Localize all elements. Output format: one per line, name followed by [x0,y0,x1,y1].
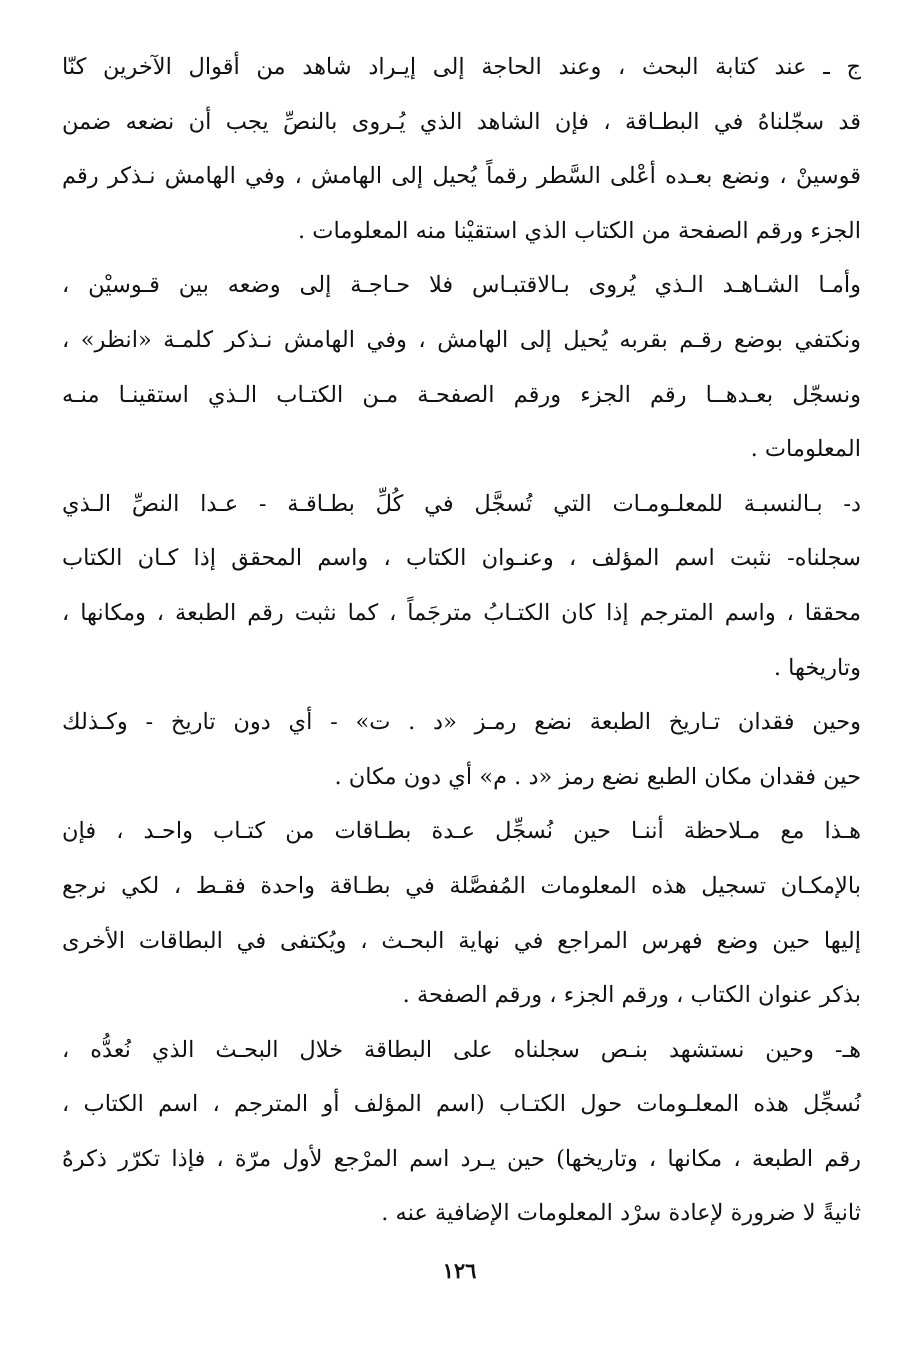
text-line: محققا ، واسم المترجم إذا كان الكتـابُ مترجَماً ، كما نثبت رقم الطبعة ، ومكانها ، [62,599,861,626]
text-line: نُسجِّل هذه المعلـومات حول الكتـاب (اسم المؤلف أو المترجم ، اسم الكتاب ، [62,1091,861,1118]
text-line: ج ـ عند كتابة البحث ، وعند الحاجة إلى إيـراد شاهد من أقوال الآخرين كنّا [62,54,861,80]
text-line: قوسينْ ، ونضع بعـده أعْلى السَّطر رقماً يُحيل إلى الهامش ، وفي الهامش نـذكر رقم [62,163,861,190]
text-line: حين فقدان مكان الطبع نضع رمز «د . م» أي دون مكان . [334,763,861,790]
text-line: بالإمكـان تسجيل هذه المعلومات المُفصَّلة في بطـاقة واحدة فقـط ، لكي نرجع [62,872,861,899]
paragraph [62,258,861,476]
text-body [62,40,861,1241]
text-line: ونكتفي بوضع رقـم بقربه يُحيل إلى الهامش ، وفي الهامش نـذكر كلمـة «انظر» ، [62,326,861,353]
text-line: هـ- وحين نستشهد بنـص سجلناه على البطاقة خلال البحـث الذي نُعدُّه ، [62,1036,861,1063]
paragraph [62,695,861,804]
text-line: المعلومات . [750,436,861,463]
paragraph [62,1023,861,1241]
text-line: قد سجّلناهُ في البطـاقة ، فإن الشاهد الذي يُـروى بالنصِّ يجب أن نضعه ضمن [62,108,861,135]
text-line: رقم الطبعة ، مكانها ، وتاريخها) حين يـرد اسم المرْجع لأول مرّة ، فإذا تكرّر ذكرهُ [62,1145,861,1172]
paragraph [62,804,861,1022]
text-line: وحين فقدان تـاريخ الطبعة نضع رمـز «د . ت» - أي دون تاريخ - وكـذلك [62,709,861,736]
text-line: وتاريخها . [773,654,861,681]
text-line: الجزء ورقم الصفحة من الكتاب الذي استقيْنا منه المعلومات . [297,217,861,244]
text-line: بذكر عنوان الكتاب ، ورقم الجزء ، ورقم الصفحة . [402,982,861,1009]
paragraph [62,477,861,695]
text-line: إليها حين وضع فهرس المراجع في نهاية البحـث ، ويُكتفى في البطاقات الأخرى [62,927,861,954]
text-line: ثانيةً لا ضرورة لإعادة سرْد المعلومات الإضافية عنه . [381,1200,861,1227]
text-line: د- بـالنسبـة للمعلـومـات التي تُسجَّل في كُلِّ بطـاقـة - عـدا النصِّ الـذي [62,490,861,517]
paragraph [62,40,861,258]
text-line: هـذا مع مـلاحظة أننـا حين نُسجِّل عـدة بطـاقات من كتـاب واحـد ، فإن [62,818,861,845]
text-line: سجلناه- نثبت اسم المؤلف ، وعنـوان الكتاب ، واسم المحقق إذا كـان الكتاب [62,545,861,572]
page-number: ١٢٦ [442,1258,477,1283]
text-line: وأمـا الشـاهـد الـذي يُروى بـالاقتبـاس فلا حـاجـة إلى وضعه بين قـوسيْن ، [62,272,861,299]
text-line: ونسجّل بعـدهــا رقم الجزء ورقم الصفحـة مـن الكتـاب الـذي استقينـا منـه [62,381,861,408]
